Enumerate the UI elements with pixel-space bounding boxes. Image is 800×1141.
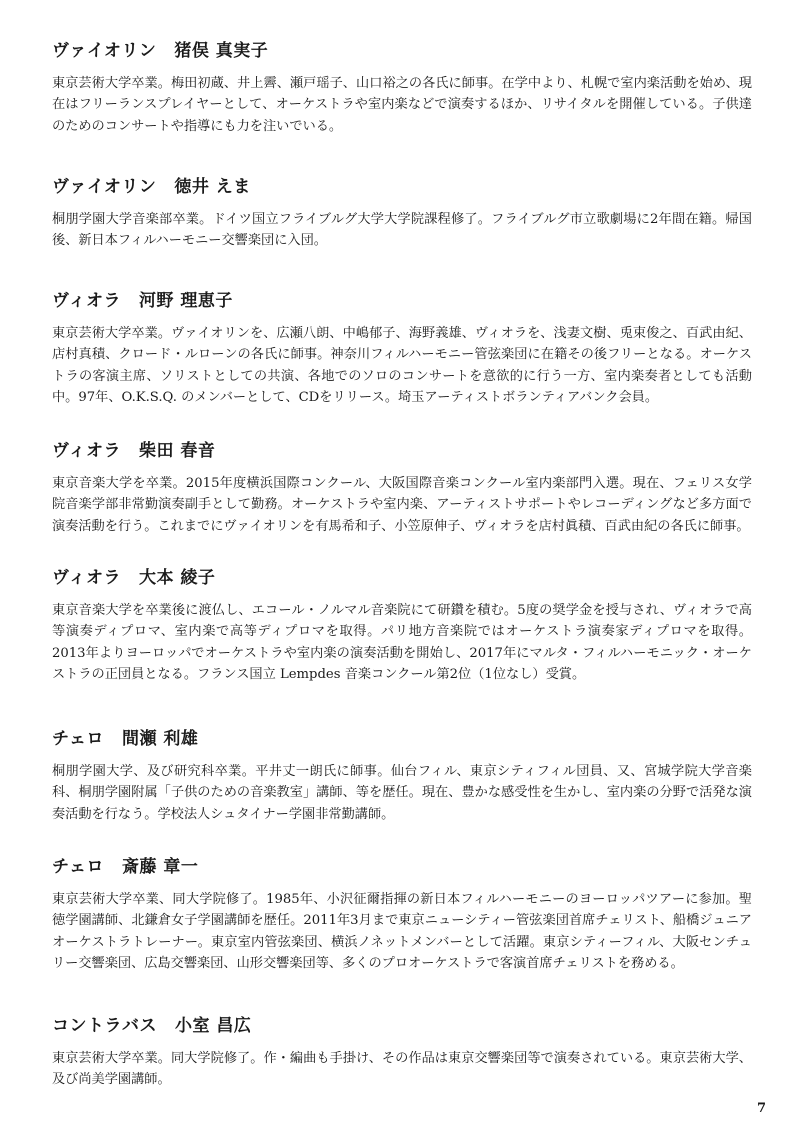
musician-bio: 東京芸術大学卒業。ヴァイオリンを、広瀬八朗、中嶋郁子、海野義雄、ヴィオラを、浅妻文樹、兎束俊之、百武由紀、店村真積、クロード・ルローンの各氏に師事。神奈川フィルハーモニー管弦楽団に在籍その後フリーとなる。オーケストラの客演主席、ソリストとしての共演、各地でのソロのコンサートを意欲的に行う一方、室内楽奏者としても活動中。97年、O.K.S.Q. のメンバーとして、CDをリリース。埼玉アーティストボランティアバンク会員。: [52, 326, 752, 406]
performer-name: 間瀬 利雄: [122, 729, 199, 749]
musician-entry: [52, 728, 752, 825]
instrument-label: ヴィオラ: [52, 441, 121, 461]
performer-name: 斎藤 章一: [122, 857, 199, 877]
musician-heading: [52, 856, 752, 878]
musician-entry: [52, 1015, 752, 1091]
musician-bio: 桐朋学園大学音楽部卒業。ドイツ国立フライブルグ大学大学院課程修了。フライブルグ市立歌劇場に2年間在籍。帰国後、新日本フィルハーモニー交響楽団に入団。: [52, 212, 752, 249]
musician-heading: [52, 728, 752, 750]
instrument-label: ヴィオラ: [52, 568, 121, 588]
musician-bio: 東京芸術大学卒業。梅田初蔵、井上霽、瀬戸瑶子、山口裕之の各氏に師事。在学中より、札幌で室内楽活動を始め、現在はフリーランスプレイヤーとして、オーケストラや室内楽などで演奏するほか、リサイタルを開催している。子供達のためのコンサートや指導にも力を注いでいる。: [52, 76, 752, 134]
musician-heading: [52, 176, 752, 198]
musician-bio: 東京音楽大学を卒業。2015年度横浜国際コンクール、大阪国際音楽コンクール室内楽部門入選。現在、フェリス女学院音楽学部非常勤演奏副手として勤務。オーケストラや室内楽、アーティストサポートやレコーディングなど多方面で演奏活動を行う。これまでにヴァイオリンを有馬希和子、小笠原伸子、ヴィオラを店村眞積、百武由紀の各氏に師事。: [52, 476, 752, 534]
instrument-label: ヴィオラ: [52, 291, 121, 311]
instrument-label: コントラバス: [52, 1016, 157, 1036]
musician-heading: [52, 290, 752, 312]
musician-bio: 桐朋学園大学、及び研究科卒業。平井丈一朗氏に師事。仙台フィル、東京シティフィル団員、又、宮城学院大学音楽科、桐朋学園附属「子供のための音楽教室」講師、等を歴任。現在、豊かな感受性を生かし、室内楽の分野で活発な演奏活動を行なう。学校法人シュタイナー学園非常勤講師。: [52, 764, 752, 822]
musician-entry: [52, 290, 752, 409]
musician-entry: [52, 40, 752, 137]
performer-name: 猪俣 真実子: [174, 41, 269, 61]
musician-entry: [52, 440, 752, 537]
instrument-label: チェロ: [52, 729, 104, 749]
performer-name: 河野 理恵子: [138, 291, 233, 311]
musician-heading: [52, 440, 752, 462]
performer-name: 大本 綾子: [138, 568, 216, 588]
musician-entry: [52, 856, 752, 975]
musician-bio: 東京音楽大学を卒業後に渡仏し、エコール・ノルマル音楽院にて研鑽を積む。5度の奨学金を授与され、ヴィオラで高等演奏ディプロマ、室内楽で高等ディプロマを取得。パリ地方音楽院ではオーケストラ演奏家ディプロマを取得。2013年よりヨーロッパでオーケストラや室内楽の演奏活動を開始し、2017年にマルタ・フィルハーモニック・オーケストラの正団員となる。フランス国立 Lempdes 音楽コンクール第2位（1位なし）受賞。: [52, 603, 752, 683]
instrument-label: チェロ: [52, 857, 104, 877]
performer-name: 徳井 えま: [174, 177, 251, 197]
musician-entry: [52, 567, 752, 686]
musician-heading: [52, 1015, 752, 1037]
musician-heading: [52, 567, 752, 589]
page-number: 7: [756, 1101, 766, 1116]
musician-bio: 東京芸術大学卒業。同大学院修了。作・編曲も手掛け、その作品は東京交響楽団等で演奏されている。東京芸術大学、及び尚美学園講師。: [52, 1051, 752, 1088]
instrument-label: ヴァイオリン: [52, 177, 157, 197]
musician-heading: [52, 40, 752, 62]
performer-name: 柴田 春音: [138, 441, 216, 461]
performer-name: 小室 昌広: [175, 1016, 252, 1036]
instrument-label: ヴァイオリン: [52, 41, 157, 61]
musician-bio: 東京芸術大学卒業、同大学院修了。1985年、小沢征爾指揮の新日本フィルハーモニーのヨーロッパツアーに参加。聖徳学園講師、北鎌倉女子学園講師を歴任。2011年3月まで東京ニューシティー管弦楽団首席チェリスト、船橋ジュニアオーケストラトレーナー。東京室内管弦楽団、横浜ノネットメンバーとして活躍。東京シティーフィル、大阪センチュリー交響楽団、広島交響楽団、山形交響楽団等、多くのプロオーケストラで客演首席チェリストを務める。: [52, 892, 752, 972]
musician-entry: [52, 176, 752, 252]
